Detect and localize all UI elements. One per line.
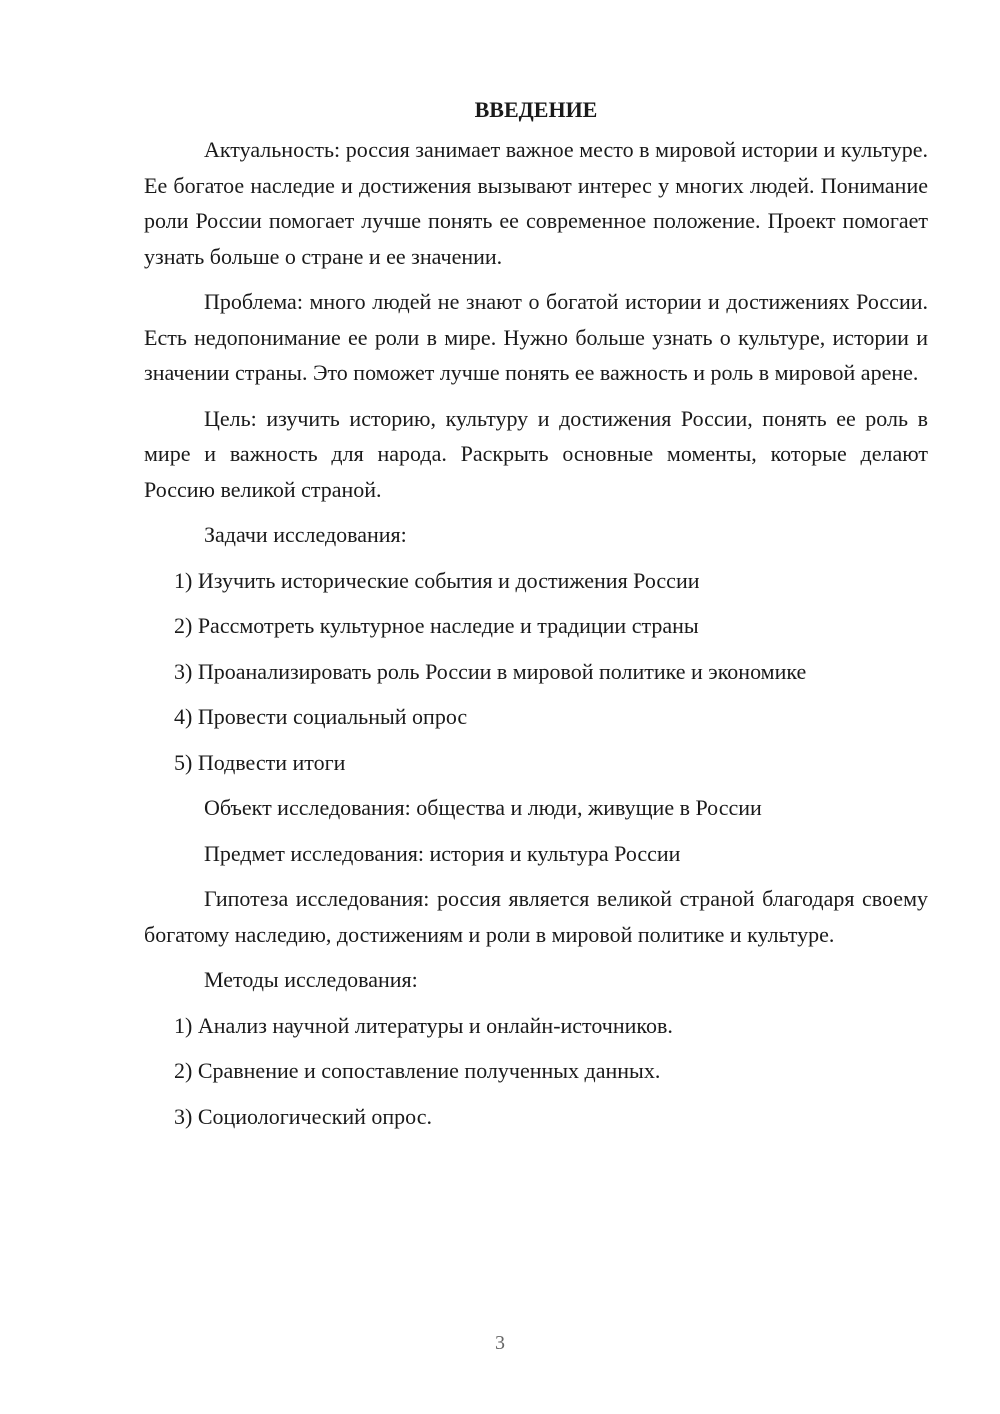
relevance-paragraph: Актуальность: россия занимает важное место в мировой истории и культуре. Ее богатое наследие и достижения вызывают интерес у многих людей. Понимание роли России помогает лучше понять ее современное положение. Проект помогает узнать больше о стране и ее значении. bbox=[144, 137, 928, 269]
methods-heading: Методы исследования: bbox=[204, 967, 418, 992]
research-subject: Предмет исследования: история и культура России bbox=[204, 840, 681, 866]
task-item-5: 5) Подвести итоги bbox=[174, 749, 346, 775]
method-item-3: 3) Социологический опрос. bbox=[174, 1103, 432, 1129]
method-item-2: 2) Сравнение и сопоставление полученных данных. bbox=[174, 1058, 661, 1083]
page-title: ВВЕДЕНИЕ bbox=[474, 97, 598, 122]
document-page bbox=[144, 92, 928, 1144]
problem-paragraph: Проблема: много людей не знают о богатой истории и достижениях России. Есть недопонимание ее роли в мире. Нужно больше узнать о культуре, истории и значении страны. Это поможет лучше понять ее важность и роль в мировой арене. bbox=[144, 289, 928, 385]
goal-paragraph: Цель: изучить историю, культуру и достижения России, понять ее роль в мире и важность для народа. Раскрыть основные моменты, которые делают Россию великой страной. bbox=[144, 405, 928, 502]
task-item-1: 1) Изучить исторические события и достижения России bbox=[174, 567, 700, 593]
hypothesis-paragraph: Гипотеза исследования: россия является великой страной благодаря своему богатому наследию, достижениям и роли в мировой политике и культуре. bbox=[144, 886, 928, 947]
page-number: 3 bbox=[495, 1332, 505, 1354]
tasks-heading: Задачи исследования: bbox=[204, 522, 407, 547]
research-object: Объект исследования: общества и люди, живущие в России bbox=[204, 795, 762, 820]
task-item-2: 2) Рассмотреть культурное наследие и традиции страны bbox=[174, 613, 699, 638]
task-item-3: 3) Проанализировать роль России в мировой политике и экономике bbox=[174, 658, 807, 684]
method-item-1: 1) Анализ научной литературы и онлайн-источников. bbox=[174, 1012, 673, 1038]
task-item-4: 4) Провести социальный опрос bbox=[174, 704, 468, 729]
